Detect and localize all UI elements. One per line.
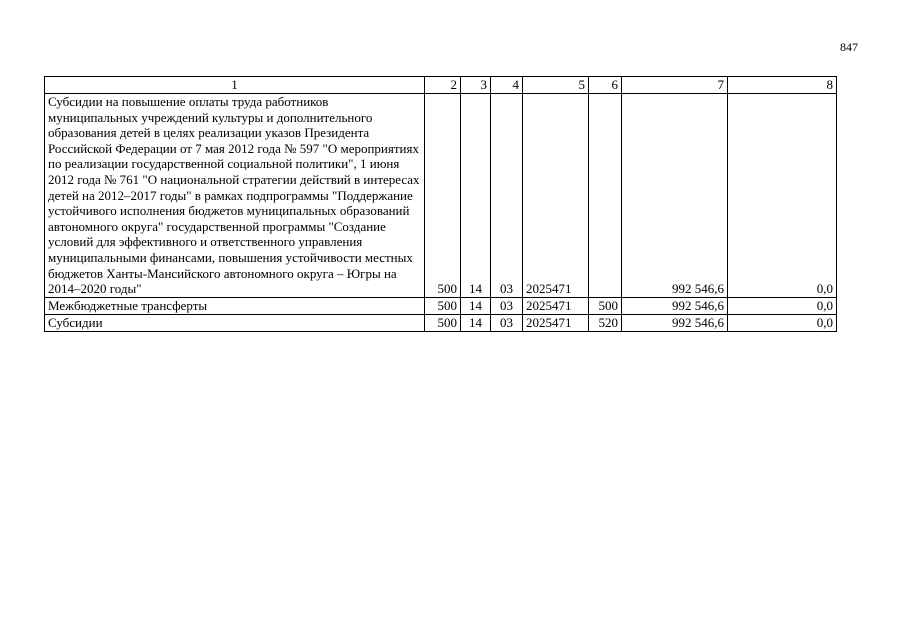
cell-col-7: 992 546,6 (622, 314, 728, 331)
cell-col-8: 0,0 (728, 297, 837, 314)
header-cell-5: 5 (523, 77, 589, 94)
page-number: 847 (840, 40, 858, 54)
table-row (45, 297, 837, 314)
table-row (45, 314, 837, 331)
cell-col-4: 03 (491, 94, 523, 298)
header-cell-8: 8 (728, 77, 837, 94)
header-cell-4: 4 (491, 77, 523, 94)
cell-col-3: 14 (461, 297, 491, 314)
cell-col-2: 500 (425, 94, 461, 298)
cell-col-5: 2025471 (523, 94, 589, 298)
cell-col-6 (589, 94, 622, 298)
cell-col-6: 520 (589, 314, 622, 331)
header-cell-3: 3 (461, 77, 491, 94)
row-name: Субсидии на повышение оплаты труда работников муниципальных учреждений культуры и дополнительного образования детей в целях реализации указов Президента Российской Федерации от 7 мая 2012 года № 597 "О мероприятиях по реализации государственной социальной политики", 1 июня 2012 года № 761 "О национальной стратегии действий в интересах детей на 2012–2017 годы" в рамках подпрограммы "Поддержание устойчивого исполнения бюджетов муниципальных образований автономного округа" государственной программы "Создание условий для эффективного и ответственного управления муниципальными финансами, повышения устойчивости местных бюджетов Ханты-Мансийского автономного округа – Югры на 2014–2020 годы" (45, 94, 425, 298)
header-cell-6: 6 (589, 77, 622, 94)
cell-col-6: 500 (589, 297, 622, 314)
cell-col-2: 500 (425, 314, 461, 331)
budget-table (44, 76, 837, 332)
cell-col-7: 992 546,6 (622, 297, 728, 314)
header-cell-2: 2 (425, 77, 461, 94)
cell-col-5: 2025471 (523, 314, 589, 331)
cell-col-8: 0,0 (728, 94, 837, 298)
table-header-row (45, 77, 837, 94)
table-row (45, 94, 837, 298)
cell-col-4: 03 (491, 314, 523, 331)
header-cell-1: 1 (45, 77, 425, 94)
cell-col-2: 500 (425, 297, 461, 314)
cell-col-4: 03 (491, 297, 523, 314)
cell-col-8: 0,0 (728, 314, 837, 331)
cell-col-3: 14 (461, 94, 491, 298)
cell-col-3: 14 (461, 314, 491, 331)
cell-col-7: 992 546,6 (622, 94, 728, 298)
cell-col-5: 2025471 (523, 297, 589, 314)
header-cell-7: 7 (622, 77, 728, 94)
row-name: Субсидии (45, 314, 425, 331)
row-name: Межбюджетные трансферты (45, 297, 425, 314)
